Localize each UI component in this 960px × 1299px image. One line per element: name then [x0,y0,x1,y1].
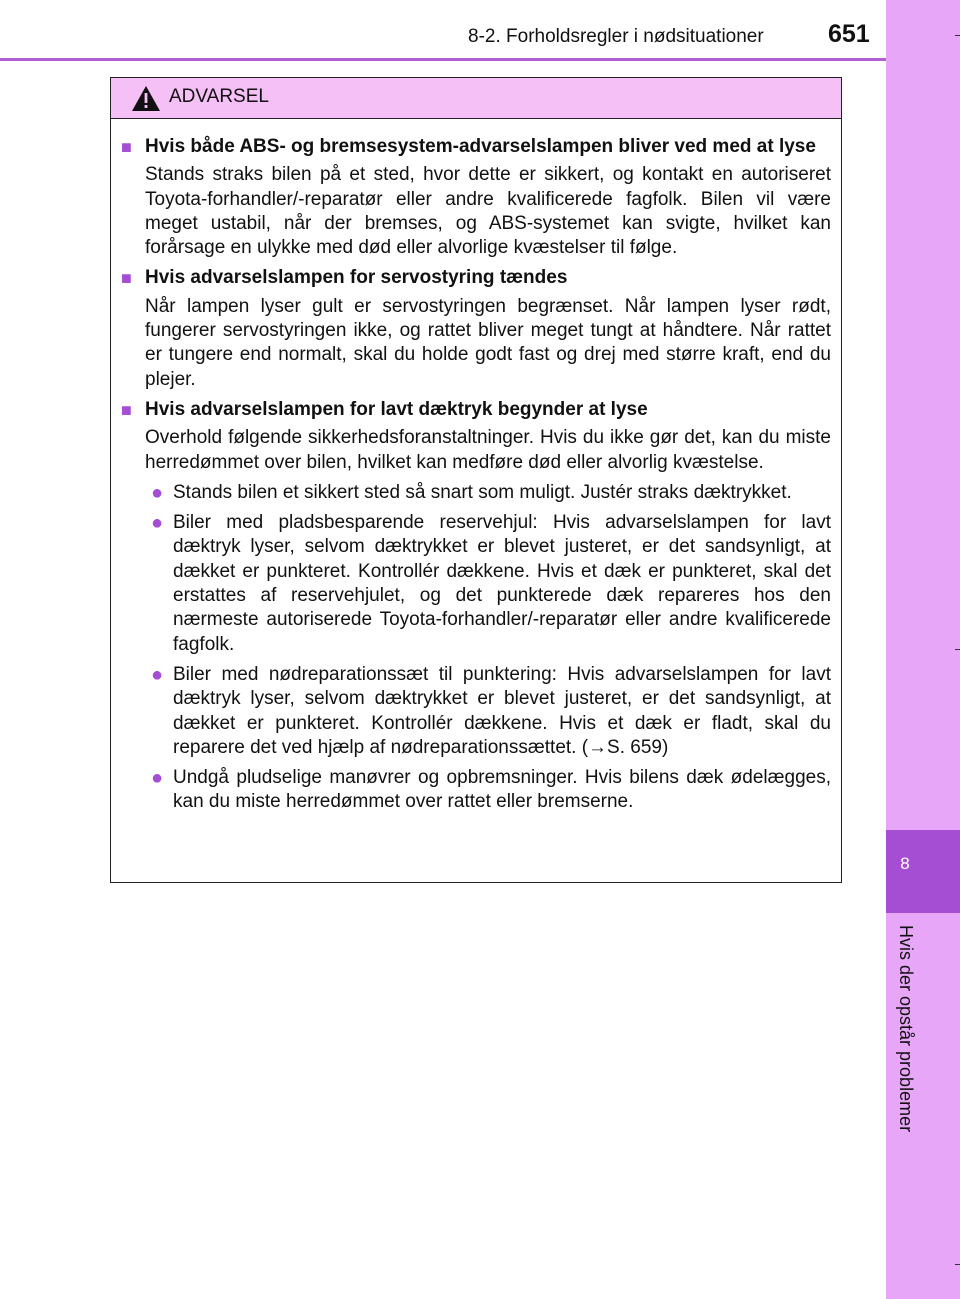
circle-bullet-icon: ● [151,663,164,686]
warning-header [111,78,841,119]
list-item [145,766,831,815]
item-text: Overhold følgende sikkerhedsforanstaltninger. Hvis du ikke gør det, kan du miste herredømmet over bilen, hvilket kan medføre død eller alvorlig kvæstelse. [145,427,831,473]
list-item [145,481,831,505]
page-number: 651 [828,20,870,48]
crop-mark [955,1264,960,1265]
item-text: Stands straks bilen på et sted, hvor dette er sikkert, og kontakt en autoriseret Toyota-forhandler/-reparatør eller andre kvalificerede fagfolk. Bilen vil være meget ustabil, når der bremses, og ABS-systemet kan svigte, hvilket kan forårsage en ulykke med død eller alvorlige kvæstelser til følge. [145,164,831,259]
warning-title: ADVARSEL [169,86,269,107]
item-heading: Hvis advarselslampen for servostyring tændes [145,267,568,289]
list-item-text: Biler med nødreparationssæt til punktering: Hvis advarselslampen for lavt dæktryk lyser, selvom dæktrykket er blevet justeret, er det sandsynligt, at dækket er punkteret. Kontrollér dækkene. Hvis et dæk er fladt, skal du reparere det ved hjælp af nødreparationssættet. (→S. 659) [173,663,831,758]
warning-item [121,266,831,391]
bullet-list [145,481,831,815]
list-item-text: Stands bilen et sikkert sted så snart som muligt. Justér straks dæktrykket. [173,481,792,503]
warning-item [121,398,831,815]
section-title: 8-2. Forholdsregler i nødsituationer [468,26,764,47]
list-item [145,511,831,657]
list-item-text: Undgå pludselige manøvrer og opbremsninger. Hvis bilens dæk ødelægges, kan du miste herredømmet over rattet eller bremserne. [173,767,831,813]
square-bullet-icon: ■ [121,137,132,157]
list-item [145,663,831,760]
item-heading: Hvis både ABS- og bremsesystem-advarselslampen bliver ved med at lyse [145,136,816,157]
warning-body [111,119,841,815]
item-heading: Hvis advarselslampen for lavt dæktryk begynder at lyse [145,398,648,420]
circle-bullet-icon: ● [151,481,164,504]
warning-box [110,77,842,883]
chapter-title: Hvis der opstår problemer [896,925,916,1133]
chapter-number: 8 [900,854,910,873]
warning-triangle-icon [131,85,161,112]
square-bullet-icon: ■ [121,399,132,420]
crop-mark [955,649,960,650]
header-divider [0,58,886,61]
circle-bullet-icon: ● [151,767,164,790]
circle-bullet-icon: ● [151,512,164,535]
crop-mark [955,35,960,36]
square-bullet-icon: ■ [121,268,132,289]
item-text: Når lampen lyser gult er servostyringen begrænset. Når lampen lyser rødt, fungerer servostyringen ikke, og rattet bliver meget tungt at håndtere. Når rattet er tungere end normalt, skal du holde godt fast og drej med større kraft, end du plejer. [145,295,831,390]
warning-item [121,135,831,260]
list-item-text: Biler med pladsbesparende reservehjul: Hvis advarselslampen for lavt dæktryk lyser, selvom dæktrykket er blevet justeret, er det sandsynligt, at dækket er punkteret. Kontrollér dækkene. Hvis et dæk er punkteret, skal det erstattes af reservehjulet, og det punkterede dæk repareres hos den nærmeste autoriserede Toyota-forhandler/-reparatør eller andre kvalificerede fagfolk. [173,512,831,655]
